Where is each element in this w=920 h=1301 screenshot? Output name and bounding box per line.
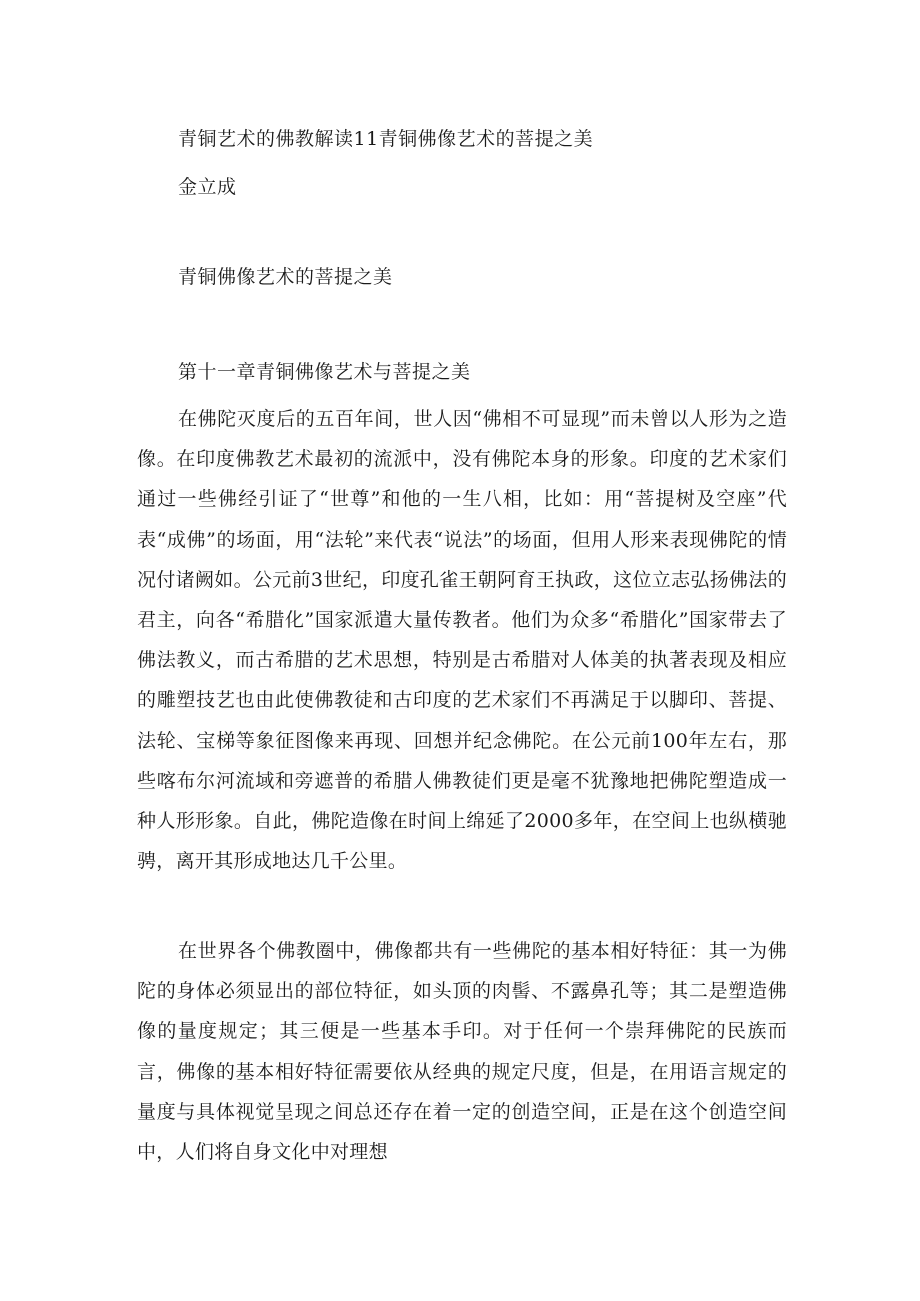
document-title: 青铜艺术的佛教解读11青铜佛像艺术的菩提之美 (178, 128, 594, 150)
document-subtitle: 青铜佛像艺术的菩提之美 (178, 266, 393, 288)
author-name: 金立成 (178, 176, 237, 198)
body-paragraph: 在佛陀灭度后的五百年间，世人因“佛相不可显现”而未曾以人形为之造像。在印度佛教艺术最初的流派中，没有佛陀本身的形象。印度的艺术家们通过一些佛经引证了“世尊”和他的一生八相，比如：用“菩提树及空座”代表“成佛”的场面，用“法轮”来代表“说法”的场面，但用人形来表现佛陀的情况付诸阙如。公元前3世纪，印度孔雀王朝阿育王执政，这位立志弘扬佛法的君主，向各“希腊化”国家派遣大量传教者。他们为众多“希腊化”国家带去了佛法教义，而古希腊的艺术思想，特别是古希腊对人体美的执著表现及相应的雕塑技艺也由此使佛教徒和古印度的艺术家们不再满足于以脚印、菩提、法轮、宝梯等象征图像来再现、回想并纪念佛陀。在公元前100年左右，那些喀布尔河流域和旁遮普的希腊人佛教徒们更是毫不犹豫地把佛陀塑造成一种人形形象。自此，佛陀造像在时间上绵延了2000多年，在空间上也纵横驰骋，离开其形成地达几千公里。 (137, 408, 787, 873)
chapter-heading: 第十一章青铜佛像艺术与菩提之美 (178, 361, 471, 383)
body-paragraph: 在世界各个佛教圈中，佛像都共有一些佛陀的基本相好特征：其一为佛陀的身体必须显出的部位特征，如头顶的肉髻、不露鼻孔等；其二是塑造佛像的量度规定；其三便是一些基本手印。对于任何一个崇拜佛陀的民族而言，佛像的基本相好特征需要依从经典的规定尺度，但是，在用语言规定的量度与具体视觉呈现之间总还存在着一定的创造空间，正是在这个创造空间中，人们将自身文化中对理想 (137, 940, 787, 1164)
